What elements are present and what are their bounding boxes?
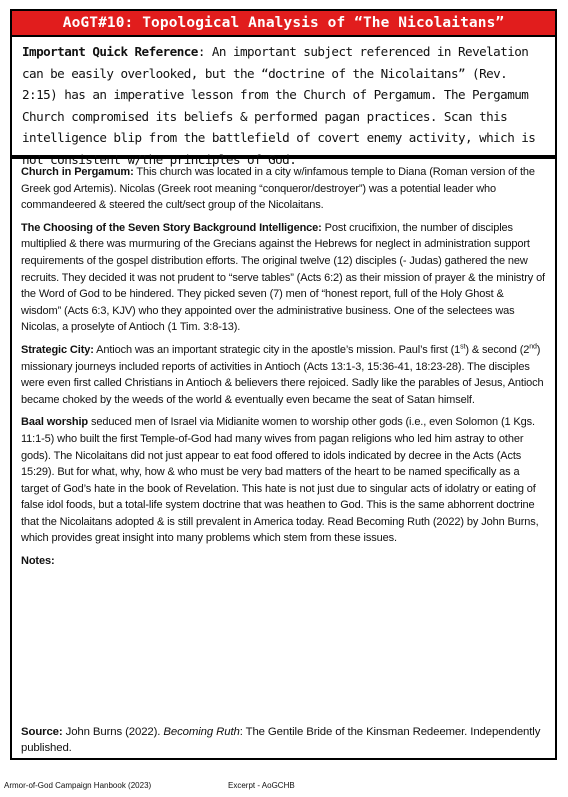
strategic-text-b: ) & second (2 [465,343,530,356]
source-rest: : The Gentile Bride of the Kinsman Redeemer. Independently published. [21,726,541,754]
strategic-text-a: Antioch was an important strategic city in the apostle’s mission. Paul’s first (1 [93,343,461,356]
superscript-nd: nd [529,343,537,351]
strategic-label: Strategic City: [21,343,94,356]
church-paragraph [21,164,546,214]
baal-label: Baal worship [21,416,89,429]
baal-paragraph [21,414,546,547]
strategic-paragraph [21,342,546,408]
church-label: Church in Pergamum: [21,166,134,178]
church-text: This church was located in a city w/infamous temple to Diana (Roman version of the Greek god Artemis). Nicolas (Greek root meaning “conqueror/destroyer”) was a potential leader who commandeered & steered the cult/sect group of the Nicolaitans. [21,166,535,212]
choosing-label: The Choosing of the Seven Story Background Intelligence: [21,221,322,234]
source-author: John Burns (2022). [62,726,164,738]
baal-text: seduced men of Israel via Midianite women to worship other gods (i.e., even Solomon (1 Kgs. 11:1-5) who built the first Temple-of-God had many wives from pagan religions who led him astray to other gods). The Nicolaitans did not just appear to eat food offered to idols indicated by decree in the Acts (Acts 15:29). But for what, why, how & who must be very bad matters of the heart to be named specifically as a target of God’s hate in the book of Revelation. This hate is not just due to singular acts of idolatry or eating of false idol foods, but a total-life system doctrine that was heathen to God. This is the same abhorrent doctrine that the Nicolaitans adopted & is still prevalent in America today. Read Becoming Ruth (2022) by John Burns, which provides great insight into many problems which stem from these issues. [21,416,539,545]
notes-label: Notes: [21,555,55,568]
choosing-text: Post crucifixion, the number of disciples multiplied & there was murmuring of the Grecians against the Hebrews for neglect in administration support requirements of the gospel distribution efforts. The original twelve (12) disciples (- Judas) gathered the new recruits. They decided it was not prudent to “serve tables” (Acts 6:2) as their mission of prayer & the ministry of the Word of God to be hindered. They picked seven (7) men of “honest report, full of the Holy Ghost & wisdom” (Acts 6:3, KJV) who they appointed over the administrative business. One of the selectees was Nicolas, a proselyte of Antioch (1 Tim. 3:8-13). [21,221,545,334]
source-citation [21,724,546,756]
footer-right: Excerpt - AoGCHB [228,781,295,790]
quick-reference-text: : An important subject referenced in Revelation can be easily overlooked, but the “doctrine of the Nicolaitans” (Rev. 2:15) has an imperative lesson from the Church of Pergamum. The Pergamum Church compromised its beliefs & performed pagan practices. Scan this intelligence blip from the battlefield of covert enemy activity, which is not consistent w/the principles of God. [22,44,536,167]
strategic-text-c: ) missionary journeys included reports of activities in Antioch (Acts 13:1-3, 15:36-41, 18:23-28). The disciples were even first called Christians in Antioch & believers there rejoiced. Sadly like the parables of Jesus, Antioch became choked by the weeds of the world & eventually even became the seat of Satan himself. [21,343,544,406]
main-content-box [10,157,557,760]
title-banner [10,9,557,37]
page-title: AoGT#10: Topological Analysis of “The Nicolaitans” [62,15,505,31]
superscript-st: st [460,343,466,351]
choosing-paragraph [21,220,546,336]
quick-reference-label: Important Quick Reference [22,44,198,59]
notes-section [21,553,546,570]
quick-reference-box [10,37,557,167]
footer-left: Armor-of-God Campaign Hanbook (2023) [4,781,152,790]
source-book-title: Becoming Ruth [163,726,240,738]
source-label: Source: [21,726,63,738]
